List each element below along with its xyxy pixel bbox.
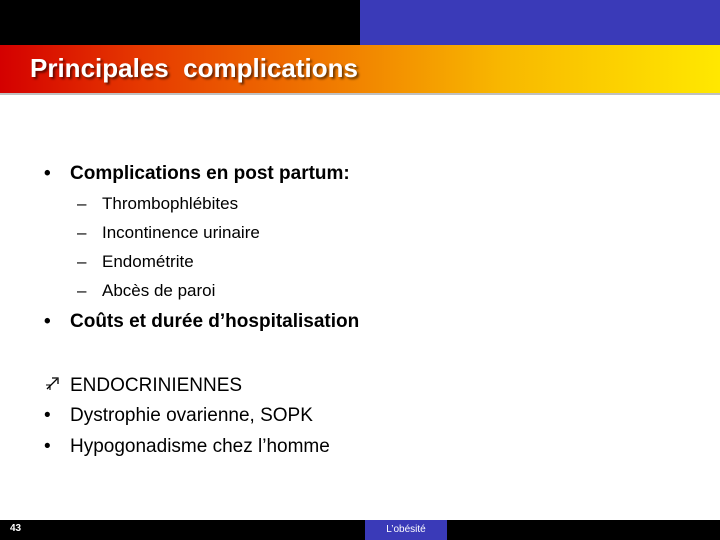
bullet-complications-post-partum (44, 163, 350, 185)
page-number: 43 (10, 523, 22, 534)
bullet-text: Complications en post partum: (70, 163, 350, 184)
sub-item (77, 223, 260, 243)
dash-icon: – (77, 194, 87, 213)
dash-icon: – (77, 223, 87, 242)
bullet-icon: • (44, 405, 51, 426)
bullet-text: Hypogonadisme chez l’homme (70, 436, 330, 457)
sub-item-text: Incontinence urinaire (102, 223, 260, 242)
sub-item-text: Abcès de paroi (102, 281, 216, 300)
dash-icon: – (77, 252, 87, 271)
sub-item (77, 252, 194, 272)
bullet-text: Coûts et durée d’hospitalisation (70, 311, 360, 332)
dash-icon: – (77, 281, 87, 300)
sub-item (77, 194, 238, 214)
bullet-icon: • (44, 163, 51, 184)
bullet-icon: • (44, 436, 51, 457)
sub-item (77, 281, 215, 301)
footer-label: L’obésité (365, 520, 447, 540)
bullet-dystrophie (44, 405, 313, 427)
bullet-couts-hospitalisation (44, 311, 359, 333)
bullet-icon: • (44, 311, 51, 332)
sub-item-text: Thrombophlébites (102, 194, 239, 213)
bullet-endocriniennes (44, 374, 242, 398)
bullet-hypogonadisme (44, 436, 330, 458)
sub-item-text: Endométrite (102, 252, 194, 271)
arrow-bullet-icon (44, 374, 70, 398)
slide-title: Principales complications (30, 53, 358, 83)
bullet-text: Dystrophie ovarienne, SOPK (70, 405, 313, 426)
footer-bar (0, 520, 720, 540)
bullet-text: ENDOCRINIENNES (70, 375, 243, 396)
